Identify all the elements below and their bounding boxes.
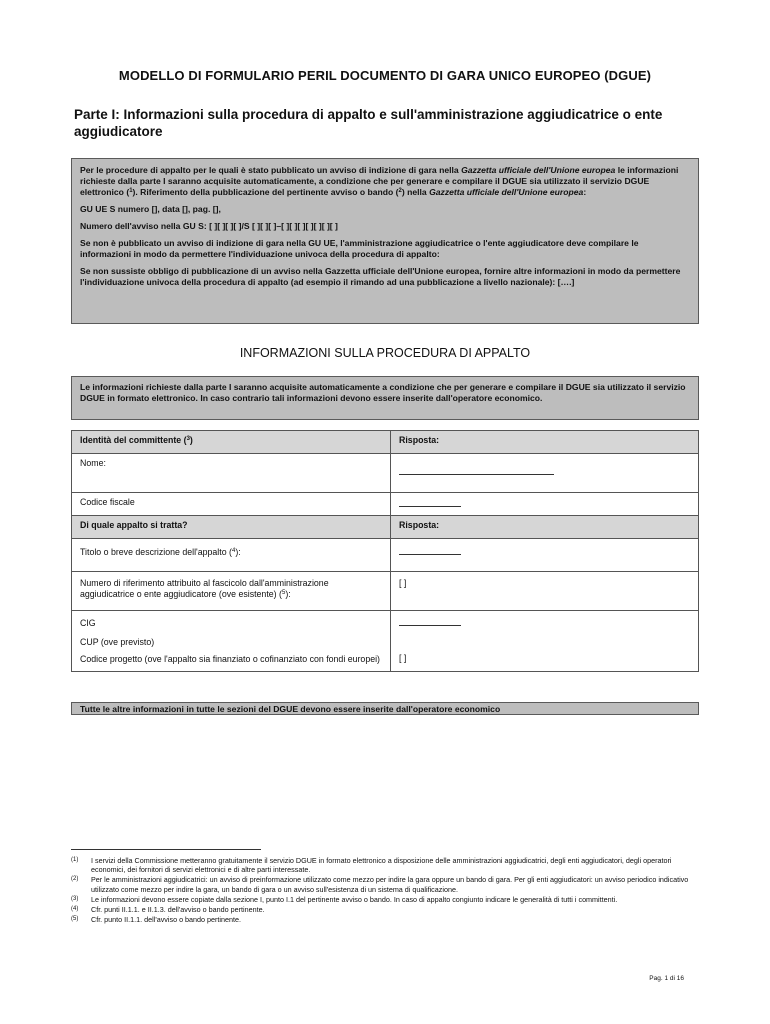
gu-notice-number: Numero dell'avviso nella GU S: [ ][ ][ ][ ]/S [ ][ ][ ]–[ ][ ][ ][ ][ ][ ][ ] [80,221,338,231]
table-row-codes [72,611,699,672]
numero-riferimento-answer[interactable]: [ ] [399,578,407,588]
codice-fiscale-label: Codice fiscale [80,497,135,507]
intro-box [71,158,699,324]
cig-label: CIG [80,618,96,628]
cup-label: CUP (ove previsto) [80,637,155,647]
footnote-4: (4) Cfr. punti II.1.1. e II.1.3. dell'avviso o bando pertinente. [71,905,265,915]
footnote-divider [71,849,261,850]
bottom-note: Tutte le altre informazioni in tutte le sezioni del DGUE devono essere inserite dall'operatore economico [71,702,699,715]
titolo-answer-line[interactable] [399,547,690,558]
footnote-5: (5) Cfr. punto II.1.1. dell'avviso o bando pertinente. [71,915,242,925]
footnotes [71,856,701,925]
table-row-numero-riferimento: Numero di riferimento attribuito al fascicolo dall'amministrazione aggiudicatrice o ente aggiudicatore (ove esistente) ($^5$): [ ] [72,572,699,611]
cig-answer-line[interactable] [399,618,690,629]
info-box [71,376,699,420]
page-number: Pag. 1 di 16 [649,975,684,982]
footnote-1: (1) I servizi della Commissione metteranno gratuitamente il servizio DGUE in formato elettronico a disposizione delle amministrazioni aggiudicatrici, degli enti aggiudicatori, degli operatori economici, dei fornitori di servizi elettronici e di altre parti interessate. [71,856,672,875]
table-header-committente: Identità del committente ($^3$) Risposta: [72,431,699,454]
response-header: Risposta: [391,431,699,454]
section-heading: INFORMAZIONI SULLA PROCEDURA DI APPALTO [239,346,531,360]
footnote-2: (2) Per le amministrazioni aggiudicatrici: un avviso di preinformazione utilizzato come mezzo per indire la gara oppure un bando di gara. Per gli enti aggiudicatori: un avviso periodico indicativo utilizzato come mezzo per indire la gara, un bando di gara o un avviso sull'esistenza di un sistema di qualificazione. [71,875,689,894]
nome-label: Nome: [80,458,106,468]
intro-paragraph-1: Per le procedure di appalto per le quali è stato pubblicato un avviso di indizione di gara nella Gazzetta ufficiale dell'Unione europea le informazioni richieste dalla parte I saranno acquisite automaticamente, a condizione che per generare e compilare il DGUE sia utilizzato il servizio DGUE elettronico ($^1$). Riferimento della pubblicazione del pertinente avviso o bando ($^2$) nella Gazzetta ufficiale dell'Unione europea: [80,165,679,197]
codice-progetto-answer[interactable]: [ ] [399,653,407,663]
intro-paragraph-5: Se non sussiste obbligo di pubblicazione di un avviso nella Gazzetta ufficiale dell'Unione europea, fornire altre informazioni in modo da permettere l'individuazione univoca della procedura di appalto (ad esempio il rimando ad una pubblicazione a livello nazionale): [….] [80,266,681,287]
codice-fiscale-answer-line[interactable] [399,499,690,510]
part-title: Parte I: Informazioni sulla procedura di appalto e sull'amministrazione aggiudicatrice o ente aggiudicatore [74,107,663,139]
nome-answer-line[interactable] [399,467,690,478]
procedure-table [71,430,699,672]
intro-paragraph-4: Se non è pubblicato un avviso di indizione di gara nella GU UE, l'amministrazione aggiudicatrice o l'ente aggiudicatore deve compilare le informazioni in modo da permettere l'individuazione univoca della procedura di appalto: [80,238,639,259]
document-title: MODELLO DI FORMULARIO PERIL DOCUMENTO DI GARA UNICO EUROPEO (DGUE) [118,68,652,83]
table-row-nome [72,454,699,493]
footnote-3: (3) Le informazioni devono essere copiate dalla sezione I, punto I.1 del pertinente avviso o bando. In caso di appalto congiunto indicare le generalità di tutti i committenti. [71,894,618,904]
info-box-text: Le informazioni richieste dalla parte I saranno acquisite automaticamente a condizione che per generare e compilare il DGUE sia utilizzato il servizio DGUE in formato elettronico. In caso contrario tali informazioni devono essere inserite dall'operatore economico. [80,382,686,403]
table-header-appalto: Di quale appalto si tratta? Risposta: [72,516,699,539]
codice-progetto-label: Codice progetto (ove l'appalto sia finanziato o cofinanziato con fondi europei) [80,654,380,664]
table-row-titolo: Titolo o breve descrizione dell'appalto ($^4$): [72,539,699,572]
gu-reference: GU UE S numero [], data [], pag. [], [80,204,221,214]
table-row-codice-fiscale [72,493,699,516]
